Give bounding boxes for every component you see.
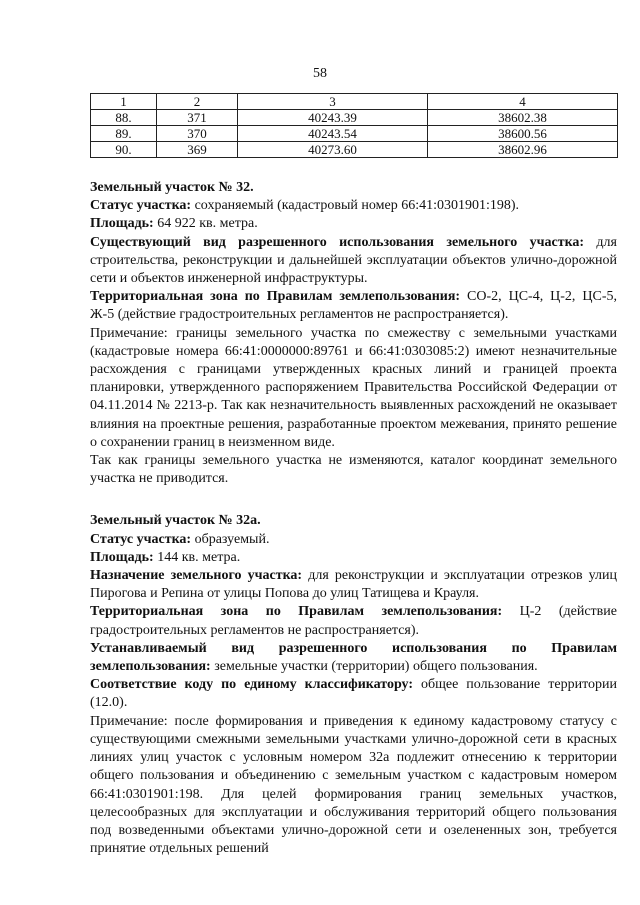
purpose-line-32a bbox=[90, 567, 617, 603]
table-cell: 371 bbox=[157, 110, 238, 126]
table-cell: 88. bbox=[91, 110, 157, 126]
purpose-value: для реконструкции и эксплуатации отрезков улиц Пирогова и Репина от улицы Попова до улиц Татищева и Крауля. bbox=[90, 568, 618, 602]
table-cell: 40243.39 bbox=[238, 110, 428, 126]
purpose-label: Назначение земельного участка: bbox=[90, 568, 303, 584]
use-line-32 bbox=[90, 234, 617, 289]
area-value: 64 922 кв. метра. bbox=[153, 216, 258, 232]
table-cell: 40273.60 bbox=[238, 142, 428, 158]
area-label: Площадь: bbox=[90, 549, 154, 565]
note2-paragraph-32: Так как границы земельного участка не изменяются, каталог координат земельного участка не приводится. bbox=[90, 453, 617, 487]
use-value: земельные участки (территории) общего пользования. bbox=[210, 659, 538, 675]
zone-label: Территориальная зона по Правилам землепользования: bbox=[90, 289, 461, 305]
code-label: Соответствие коду по единому классификатору: bbox=[90, 677, 414, 693]
section-title-32a: Земельный участок № 32а. bbox=[90, 513, 261, 529]
table-row bbox=[91, 126, 618, 142]
status-line-32a bbox=[90, 531, 617, 549]
note-paragraph-32: Примечание: границы земельного участка по смежеству с земельными участками (кадастровые номера 66:41:0000000:89761 и 66:41:0303085:2) имеют незначительные расхождения с границами утвержденных красных линий и границей проекта планировки, утвержденного распоряжением Правительства Российской Федерации от 04.11.2014 № 2213-р. Так как незначительность выявленных расхождений не оказывает влияния на проектные решения, разработанные проектом межевания, принято решение о сохранении границ в неизменном виде. bbox=[90, 325, 617, 450]
status-value: сохраняемый (кадастровый номер 66:41:0301901:198). bbox=[191, 198, 520, 214]
table-cell: 38600.56 bbox=[428, 126, 618, 142]
area-label: Площадь: bbox=[90, 216, 154, 232]
document-body bbox=[90, 179, 617, 858]
table-header-cell: 4 bbox=[428, 94, 618, 110]
table-cell: 89. bbox=[91, 126, 157, 142]
status-value: образуемый. bbox=[191, 531, 270, 547]
zone-value: СО-2, ЦС-4, Ц-2, ЦС-5, Ж-5 (действие градостроительных регламентов не распространяется). bbox=[90, 289, 617, 323]
zone-line-32 bbox=[90, 288, 617, 324]
page-number: 58 bbox=[313, 66, 327, 81]
table-cell: 90. bbox=[91, 142, 157, 158]
table-header-row bbox=[91, 94, 618, 110]
use-label: Устанавливаемый вид разрешенного использования по Правилам землепользования: bbox=[90, 640, 617, 675]
coordinates-table bbox=[90, 93, 618, 158]
table-header-cell: 1 bbox=[91, 94, 157, 110]
table-cell: 38602.96 bbox=[428, 142, 618, 158]
table-cell: 370 bbox=[157, 126, 238, 142]
area-line-32a bbox=[90, 549, 617, 567]
use-label: Существующий вид разрешенного использования земельного участка: bbox=[90, 234, 585, 250]
table-row bbox=[91, 142, 618, 158]
use-line-32a bbox=[90, 640, 617, 676]
note-paragraph-32a: Примечание: после формирования и приведения к единому кадастровому статусу с существующими смежными земельными участками улично-дорожной сети в красных линиях улиц участок с условным номером 32а подлежит отнесению к территории общего пользования и объединению с земельным участком с кадастровым номером 66:41:0301901:198. Для целей формирования границ земельных участков, целесообразных для эксплуатации и обслуживания территорий общего пользования под возведенными объектами улично-дорожной сети и озелененных зон, требуется принятие отдельных решений bbox=[90, 713, 617, 857]
status-label: Статус участка: bbox=[90, 198, 192, 214]
table-cell: 369 bbox=[157, 142, 238, 158]
zone-value: Ц-2 (действие градостроительных регламентов не распространяется). bbox=[90, 604, 617, 638]
status-line-32 bbox=[90, 197, 617, 215]
table-header-cell: 2 bbox=[157, 94, 238, 110]
zone-label: Территориальная зона по Правилам землепользования: bbox=[90, 604, 503, 620]
area-value: 144 кв. метра. bbox=[153, 549, 241, 565]
status-label: Статус участка: bbox=[90, 531, 192, 547]
use-value: для строительства, реконструкции и дальнейшей эксплуатации объектов улично-дорожной сети и объектов инженерной инфраструктуры. bbox=[90, 234, 617, 287]
table-row bbox=[91, 110, 618, 126]
code-line-32a bbox=[90, 676, 617, 712]
zone-line-32a bbox=[90, 603, 617, 639]
table-cell: 38602.38 bbox=[428, 110, 618, 126]
table-header-cell: 3 bbox=[238, 94, 428, 110]
table-cell: 40243.54 bbox=[238, 126, 428, 142]
section-title-32: Земельный участок № 32. bbox=[90, 180, 254, 195]
code-value: общее пользование территории (12.0). bbox=[90, 677, 617, 711]
area-line-32 bbox=[90, 215, 617, 233]
